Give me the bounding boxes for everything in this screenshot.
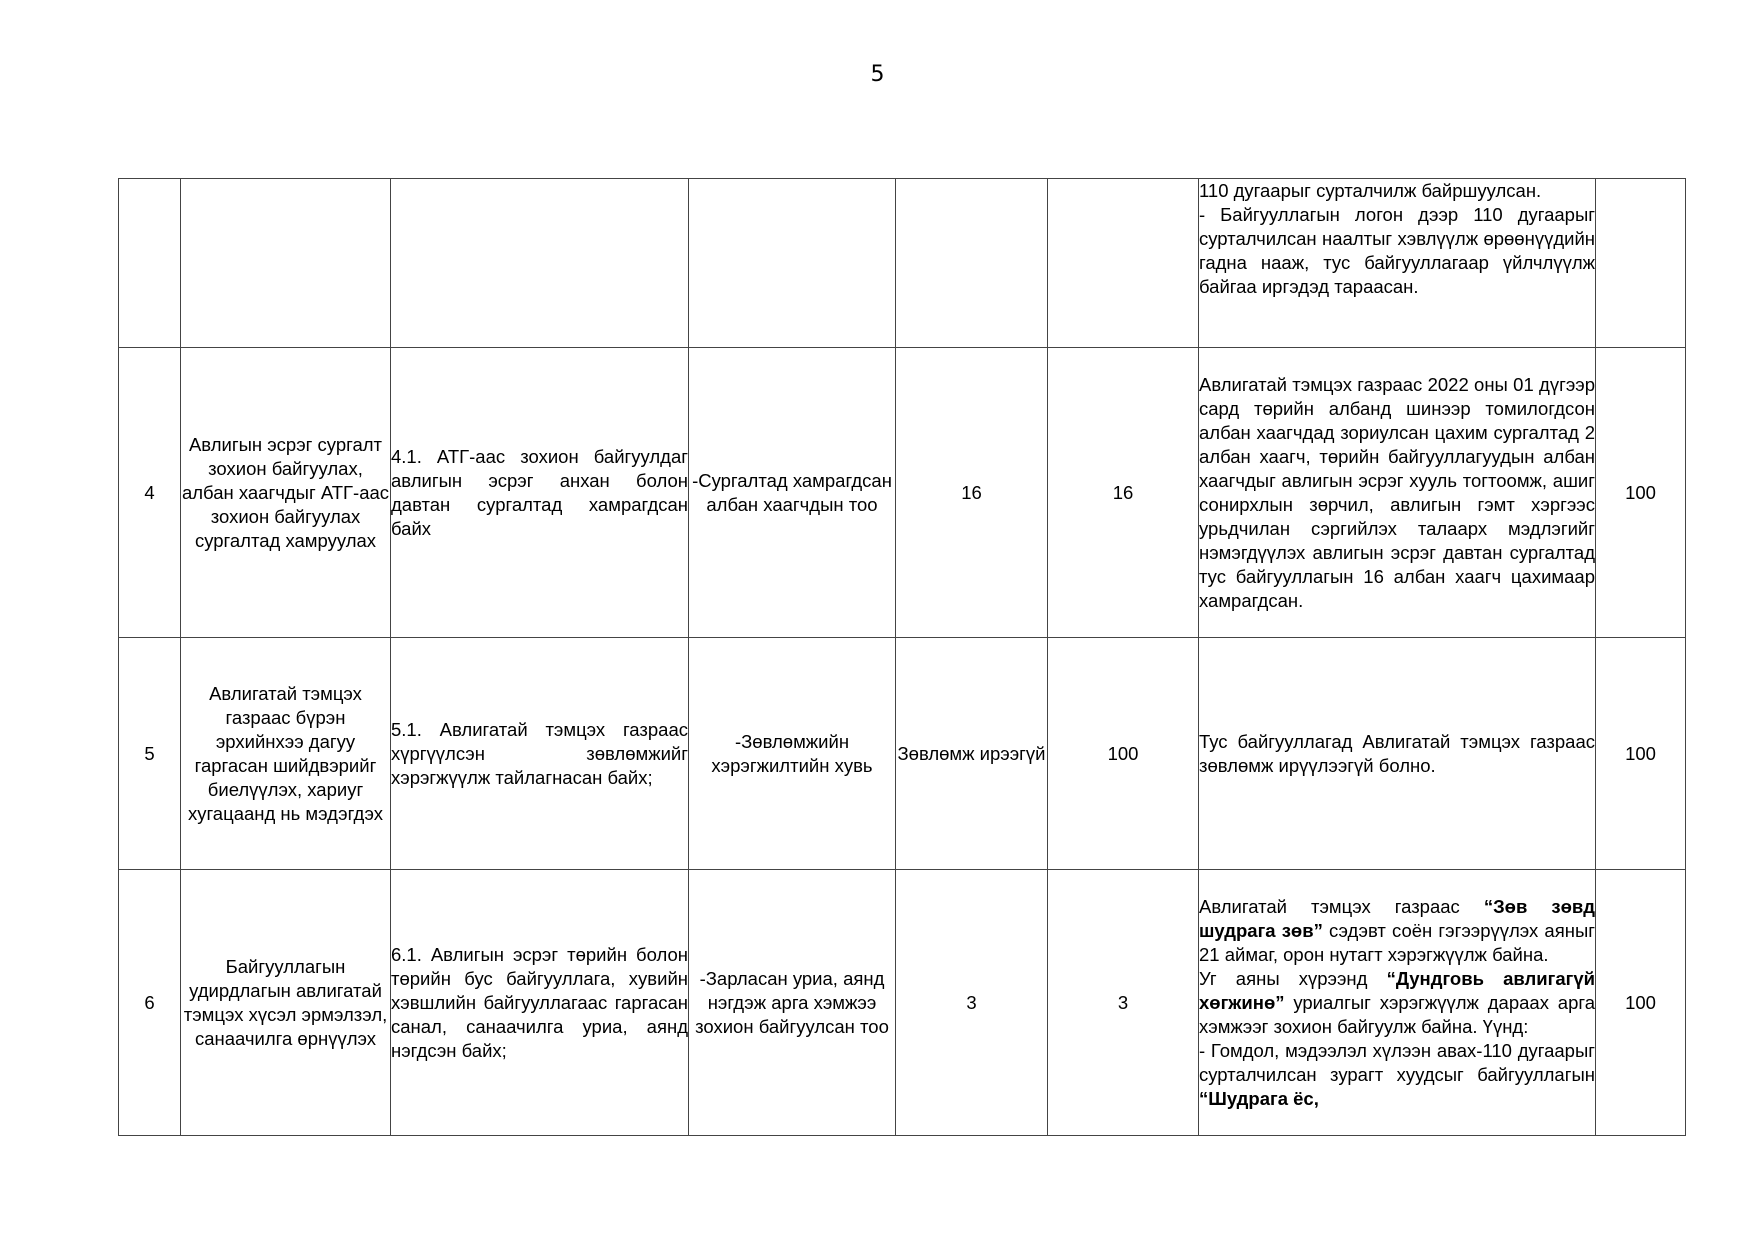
task-cell: 5.1. Авлигатай тэмцэх газраас хүргүүлсэн зөвлөмжийг хэрэгжүүлж тайлагнасан байх; bbox=[391, 638, 689, 870]
target-cell: 16 bbox=[896, 348, 1048, 638]
percent-cell bbox=[1596, 179, 1686, 348]
performance-line: - Байгууллагын логон дээр 110 дугаарыг сурталчилсан наалтыг хэвлүүлж өрөөнүүдийн гадна нааж, тус байгууллагаар үйлчлүүлж байгаа иргэдэд тараасан. bbox=[1199, 204, 1595, 297]
row-number: 5 bbox=[119, 638, 181, 870]
page-number: 5 bbox=[870, 62, 885, 87]
indicator-cell: -Сургалтад хамрагдсан албан хаагчдын тоо bbox=[689, 348, 896, 638]
performance-cell: Тус байгууллагад Авлигатай тэмцэх газраас зөвлөмж ирүүлээгүй болно. bbox=[1199, 638, 1596, 870]
table-row bbox=[119, 638, 1686, 870]
goal-cell: Авлигатай тэмцэх газраас бүрэн эрхийнхээ дагуу гаргасан шийдвэрийг биелүүлэх, хариуг хугацаанд нь мэдэгдэх bbox=[181, 638, 391, 870]
target-cell bbox=[896, 179, 1048, 348]
percent-cell: 100 bbox=[1596, 870, 1686, 1136]
target-cell: 3 bbox=[896, 870, 1048, 1136]
performance-cell: Авлигатай тэмцэх газраас 2022 оны 01 дүгээр сард төрийн албанд шинээр томилогдсон албан хаагчдад зориулсан цахим сургалтад 2 албан хаагч, төрийн байгууллагуудын албан хаагчдыг авлигын эсрэг хууль тогтоомж, ашиг сонирхлын зөрчил, авлигын гэмт хэргээс урьдчилан сэргийлэх талаарх мэдлэгийг нэмэгдүүлэх авлигын эсрэг давтан сургалтад тус байгууллагын 16 албан хаагч цахимаар хамрагдсан. bbox=[1199, 348, 1596, 638]
indicator-cell: -Зөвлөмжийн хэрэгжилтийн хувь bbox=[689, 638, 896, 870]
performance-paragraph bbox=[1199, 967, 1595, 1039]
performance-line: 110 дугаарыг сурталчилж байршуулсан. bbox=[1199, 180, 1542, 201]
row-number bbox=[119, 179, 181, 348]
performance-cell bbox=[1199, 179, 1596, 348]
target-cell: Зөвлөмж ирээгүй bbox=[896, 638, 1048, 870]
percent-cell: 100 bbox=[1596, 348, 1686, 638]
actual-cell: 3 bbox=[1048, 870, 1199, 1136]
text-run: уриалгыг хэрэгжүүлж дараах арга хэмжээг зохион байгуулж байна. Үүнд: bbox=[1199, 991, 1595, 1037]
table-row bbox=[119, 348, 1686, 638]
goal-cell bbox=[181, 179, 391, 348]
bold-text-run: “Дундговь авлигагүй хөгжинө” bbox=[1199, 967, 1595, 1013]
performance-paragraph bbox=[1199, 1039, 1595, 1111]
text-run: Уг аяны хүрээнд bbox=[1199, 967, 1387, 989]
goal-cell: Авлигын эсрэг сургалт зохион байгуулах, албан хаагчдыг АТГ-аас зохион байгуулах сургалтад хамруулах bbox=[181, 348, 391, 638]
row-number: 6 bbox=[119, 870, 181, 1136]
actual-cell: 100 bbox=[1048, 638, 1199, 870]
actual-cell: 16 bbox=[1048, 348, 1199, 638]
percent-cell: 100 bbox=[1596, 638, 1686, 870]
task-cell: 4.1. АТГ-аас зохион байгуулдаг авлигын эсрэг анхан болон давтан сургалтад хамрагдсан байх bbox=[391, 348, 689, 638]
indicator-cell bbox=[689, 179, 896, 348]
performance-cell bbox=[1199, 870, 1596, 1136]
task-cell: 6.1. Авлигын эсрэг төрийн болон төрийн бус байгууллага, хувийн хэвшлийн байгууллагаас гаргасан санал, санаачилга уриа, аянд нэгдсэн байх; bbox=[391, 870, 689, 1136]
text-run: сэдэвт соён гэгээрүүлэх аяныг 21 аймаг, орон нутагт хэрэгжүүлж байна. bbox=[1199, 919, 1595, 965]
table-row bbox=[119, 179, 1686, 348]
task-cell bbox=[391, 179, 689, 348]
text-run: - Гомдол, мэдээлэл хүлээн авах-110 дугаарыг сурталчилсан зурагт хуудсыг байгууллагын bbox=[1199, 1039, 1595, 1085]
bold-text-run: “Шудрага ёс, bbox=[1199, 1087, 1319, 1109]
row-number: 4 bbox=[119, 348, 181, 638]
goal-cell: Байгууллагын удирдлагын авлигатай тэмцэх хүсэл эрмэлзэл, санаачилга өрнүүлэх bbox=[181, 870, 391, 1136]
table-row bbox=[119, 870, 1686, 1136]
bold-text-run: “Зөв зөвд шудрага зөв” bbox=[1199, 895, 1596, 941]
report-table bbox=[118, 178, 1686, 1136]
indicator-cell: -Зарласан уриа, аянд нэгдэж арга хэмжээ зохион байгуулсан тоо bbox=[689, 870, 896, 1136]
text-run: Авлигатай тэмцэх газраас bbox=[1199, 895, 1484, 917]
actual-cell bbox=[1048, 179, 1199, 348]
performance-paragraph bbox=[1199, 895, 1595, 967]
